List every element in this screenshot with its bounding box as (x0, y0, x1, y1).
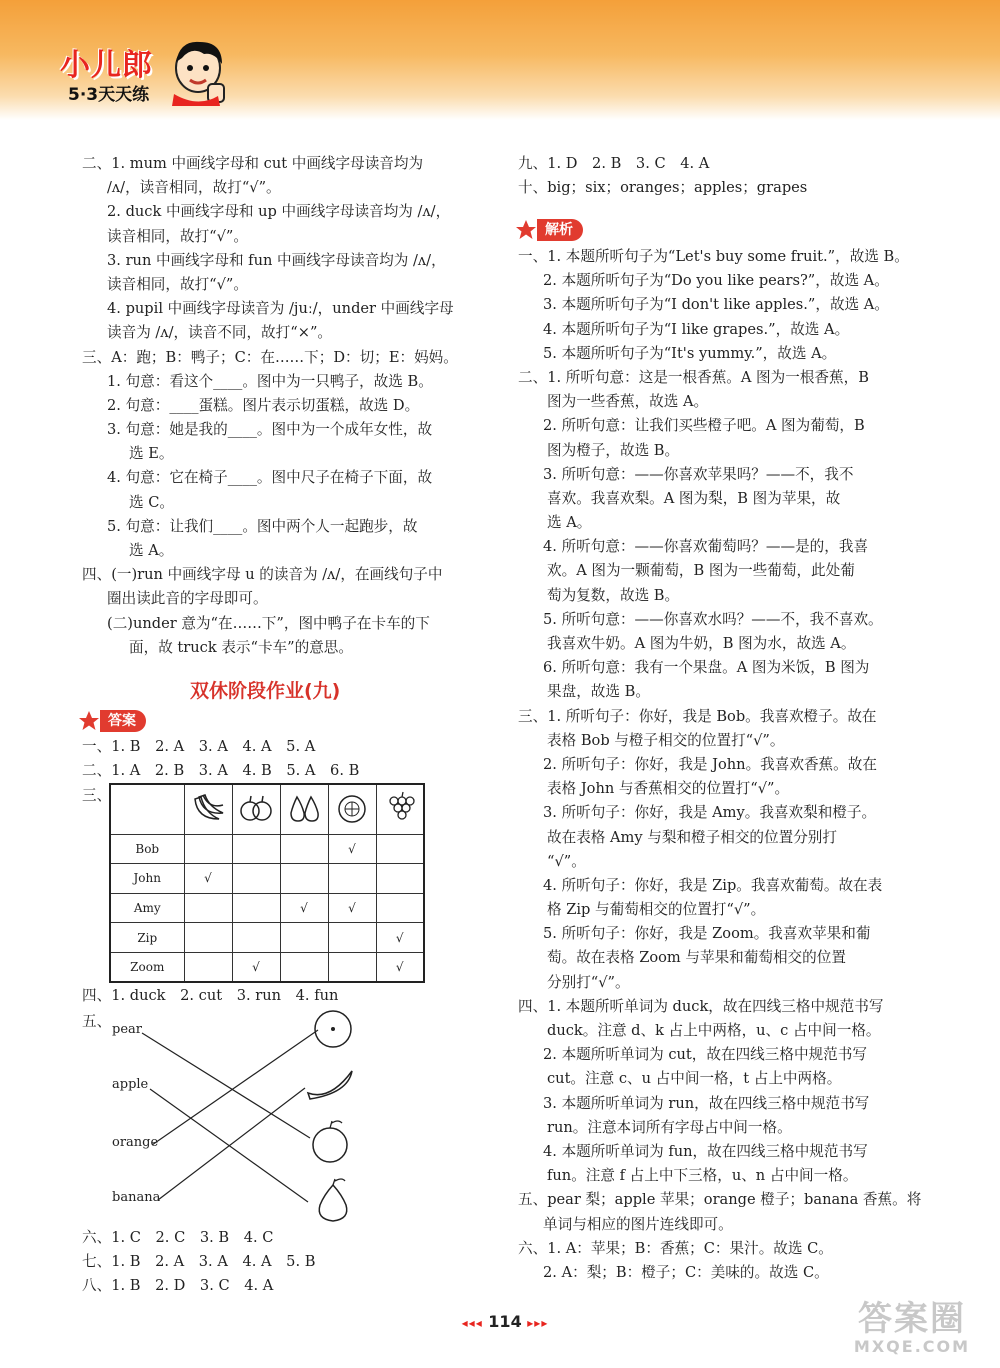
text-line: 五、pear 梨；apple 苹果；orange 橙子；banana 香蕉。将 (518, 1191, 922, 1209)
text-line: 表格 Bob 与橙子相交的位置打“√”。 (547, 731, 785, 749)
text-line: 2. duck 中画线字母和 up 中画线字母读音均为 /ʌ/， (107, 203, 451, 221)
table-row-name: Zip (110, 923, 184, 953)
table-cell (280, 864, 328, 894)
text-line: 表格 John 与香蕉相交的位置打“√”。 (547, 780, 790, 798)
fruit-preference-table (109, 783, 425, 983)
watermark-top: 答案圈 (858, 1299, 966, 1339)
text-line: 单词与相应的图片连线即可。 (543, 1215, 733, 1233)
text-line: 我喜欢牛奶。A 图为牛奶，B 图为水，故选 A。 (547, 635, 856, 652)
table-cell (376, 893, 424, 923)
table-cell (328, 952, 376, 982)
answer-tag (78, 710, 146, 732)
table-row (110, 923, 424, 953)
table-row-name: Amy (110, 893, 184, 923)
text-line: “√”。 (547, 852, 586, 870)
text-line: 读音相同，故打“√”。 (107, 275, 248, 293)
table-row-name: John (110, 864, 184, 894)
text-line: 萄。故在表格 Zoom 与苹果和葡萄相交的位置 (547, 949, 846, 967)
text-line: 3. 所听句子：你好，我是 Amy。我喜欢梨和橙子。 (543, 804, 877, 822)
right-top-answers (518, 152, 938, 200)
table-cell (280, 952, 328, 982)
table-cell (232, 893, 280, 923)
match-word: banana (112, 1190, 161, 1205)
answer-line: 九、1. D 2. B 3. C 4. A (518, 155, 710, 172)
text-line: 格 Zip 与葡萄相交的位置打“√”。 (547, 901, 766, 919)
table-cell (376, 864, 424, 894)
text-line: 2. 所听句子：你好，我是 John。我喜欢香蕉。故在 (543, 755, 877, 773)
text-line: 2. 句意：____蛋糕。图片表示切蛋糕，故选 D。 (107, 396, 420, 414)
text-line: 5. 句意：让我们____。图中两个人一起跑步，故 (107, 517, 418, 535)
table-cell (184, 834, 232, 864)
text-line: 萄为复数，故选 B。 (547, 586, 680, 604)
apples-icon (237, 789, 275, 827)
text-line: 选 E。 (129, 445, 174, 463)
table-cell: √ (376, 952, 424, 982)
text-line: 喜欢。我喜欢梨。A 图为梨，B 图为苹果，故 (547, 489, 841, 507)
table-cell: √ (280, 893, 328, 923)
answers-top-block (82, 735, 494, 783)
table-row-name: Zoom (110, 952, 184, 982)
text-line: 4. 本题所听单词为 fun，故在四线三格中规范书写 (543, 1142, 868, 1160)
text-line: fun。注意 f 占上中下三格，u、n 占中间一格。 (547, 1167, 858, 1185)
brand-logo-title: 小儿郎 (60, 48, 153, 83)
table-cell (280, 923, 328, 953)
analysis-tag (515, 219, 583, 241)
text-line: 4. 所听句子：你好，我是 Zip。我喜欢葡萄。故在表 (543, 876, 883, 894)
prev-arrows-icon: ◂◂◂ (461, 1316, 483, 1330)
text-line: 1. 句意：看这个____。图中为一只鸭子，故选 B。 (107, 372, 433, 390)
text-line: 欢。A 图为一颗葡萄，B 图为一些葡萄，此处葡 (547, 562, 855, 580)
text-line: 5. 本题所听句子为“It's yummy.”，故选 A。 (543, 344, 837, 362)
table-row (110, 893, 424, 923)
match-word: orange (112, 1135, 159, 1150)
table-cell: √ (376, 923, 424, 953)
matching-diagram (130, 1005, 370, 1230)
oranges-icon (333, 789, 371, 827)
table-cell: √ (328, 834, 376, 864)
text-line: 图为橙子，故选 B。 (547, 441, 680, 459)
text-line: 读音为 /ʌ/，读音不同，故打“×”。 (107, 324, 332, 342)
page-number: 114 (488, 1312, 522, 1331)
text-line: 2. 本题所听句子为“Do you like pears?”，故选 A。 (543, 272, 889, 290)
text-line: 四、1. 本题所听单词为 duck，故在四线三格中规范书写 (518, 997, 884, 1015)
text-line: 4. 所听句意：——你喜欢葡萄吗？——是的，我喜 (543, 538, 869, 556)
oranges-column-header (328, 784, 376, 834)
text-line: 3. 句意：她是我的____。图中为一个成年女性，故 (107, 421, 433, 439)
text-line: 5. 所听句意：——你喜欢水吗？——不，我不喜欢。 (543, 610, 883, 628)
answer-line: 七、1. B 2. A 3. A 4. A 5. B (82, 1253, 316, 1271)
section-title: 双休阶段作业(九) (190, 680, 341, 702)
table-cell (232, 923, 280, 953)
table-cell (184, 952, 232, 982)
text-line: 三、1. 所听句子：你好，我是 Bob。我喜欢橙子。故在 (518, 707, 877, 725)
text-line: 二、1. 所听句意：这是一根香蕉。A 图为一根香蕉，B (518, 368, 869, 386)
right-analysis-column (518, 245, 938, 1285)
pears-icon (285, 789, 323, 827)
text-line: 3. 所听句意：——你喜欢苹果吗？——不，我不 (543, 465, 854, 483)
text-line: 图为一些香蕉，故选 A。 (547, 393, 709, 411)
text-line: 六、1. A：苹果；B：香蕉；C：果汁。故选 C。 (518, 1239, 833, 1257)
text-line: 选 A。 (129, 542, 174, 559)
table-cell (328, 864, 376, 894)
apples-column-header (232, 784, 280, 834)
table-cell: √ (328, 893, 376, 923)
brand-logo-subtitle: 5·3天天练 (68, 85, 150, 105)
table-cell (184, 893, 232, 923)
text-line: 2. 所听句意：让我们买些橙子吧。A 图为葡萄，B (543, 417, 865, 435)
text-line: 三、A：跑；B：鸭子；C：在……下；D：切；E：妈妈。 (82, 348, 458, 366)
page-header (0, 0, 1000, 120)
table-body (110, 834, 424, 982)
left-answer-column (82, 152, 494, 660)
text-line: 四、(一)run 中画线字母 u 的读音为 /ʌ/，在画线句子中 (82, 566, 443, 584)
text-line: 2. 本题所听单词为 cut，故在四线三格中规范书写 (543, 1046, 867, 1064)
text-line: 4. 句意：它在椅子____。图中尺子在椅子下面，故 (107, 469, 433, 487)
answer-line: 十、big；six；oranges；apples；grapes (518, 179, 808, 197)
table-cell (232, 834, 280, 864)
answer-tag-label: 答案 (100, 710, 146, 732)
table-cell (280, 834, 328, 864)
table-row (110, 864, 424, 894)
table-row (110, 952, 424, 982)
text-line: 果盘，故选 B。 (547, 683, 650, 701)
text-line: 3. run 中画线字母和 fun 中画线字母读音均为 /ʌ/， (107, 251, 446, 269)
watermark (832, 1300, 992, 1360)
answer-line: 八、1. B 2. D 3. C 4. A (82, 1277, 274, 1295)
answer-line: 一、1. B 2. A 3. A 4. A 5. A (82, 738, 316, 755)
table-row-name: Bob (110, 834, 184, 864)
match-word: apple (112, 1077, 149, 1092)
text-line: 选 A。 (547, 514, 592, 532)
page-footer (420, 1312, 590, 1331)
text-line: 二、1. mum 中画线字母和 cut 中画线字母读音均为 (82, 155, 424, 172)
match-line (142, 1033, 310, 1138)
bananas-column-header (184, 784, 232, 834)
text-line: cut。注意 c、u 占中间一格，t 占上中两格。 (547, 1070, 842, 1088)
text-line: run。注意本词所有字母占中间一格。 (547, 1118, 792, 1136)
pears-column-header (280, 784, 328, 834)
grapes-icon (381, 789, 419, 827)
bananas-icon (189, 789, 227, 827)
apple-icon (313, 1121, 347, 1162)
text-line: 4. pupil 中画线字母读音为 /juː/，under 中画线字母 (107, 300, 454, 318)
table-cell (184, 923, 232, 953)
text-line: 圈出读此音的字母即可。 (107, 590, 268, 608)
answers-bottom-block (82, 1226, 494, 1299)
mascot-boy-icon (168, 36, 230, 106)
table-row-label: 三、 (82, 787, 112, 804)
text-line: 2. A：梨；B：橙子；C：美味的。故选 C。 (543, 1263, 829, 1281)
text-line: 面，故 truck 表示“卡车”的意思。 (129, 638, 353, 656)
table-cell: √ (184, 864, 232, 894)
star-icon (78, 710, 100, 732)
text-line: /ʌ/，读音相同，故打“√”。 (107, 179, 281, 197)
banana-icon (308, 1071, 352, 1099)
text-line: 3. 本题所听句子为“I don't like apples.”，故选 A。 (543, 296, 889, 314)
text-line: 一、1. 本题所听句子为“Let's buy some fruit.”，故选 B。 (518, 248, 909, 265)
answer-line: 二、1. A 2. B 3. A 4. B 5. A 6. B (82, 762, 360, 780)
table-cell (376, 834, 424, 864)
watermark-bottom: MXQE.COM (853, 1337, 971, 1356)
table-corner-cell (110, 784, 184, 834)
text-line: 分别打“√”。 (547, 973, 630, 991)
match-row-label: 五、 (82, 1013, 112, 1030)
text-line: 读音相同，故打“√”。 (107, 227, 248, 245)
text-line: 选 C。 (129, 493, 174, 511)
table-row (110, 834, 424, 864)
text-line: duck。注意 d、k 占上中两格，u、c 占中间一格。 (547, 1022, 881, 1039)
text-line: 4. 本题所听句子为“I like grapes.”，故选 A。 (543, 320, 850, 338)
match-word: pear (112, 1022, 142, 1037)
table-cell (328, 923, 376, 953)
grapes-column-header (376, 784, 424, 834)
table-cell (232, 864, 280, 894)
text-line: (二)under 意为“在……下”，图中鸭子在卡车的下 (107, 614, 430, 632)
pear-icon (319, 1179, 347, 1221)
next-arrows-icon: ▸▸▸ (527, 1316, 549, 1330)
analysis-tag-label: 解析 (537, 219, 583, 241)
text-line: 5. 所听句子：你好，我是 Zoom。我喜欢苹果和葡 (543, 925, 871, 943)
star-icon (515, 219, 537, 241)
text-line: 3. 本题所听单词为 run，故在四线三格中规范书写 (543, 1094, 870, 1112)
answer-line: 四、1. duck 2. cut 3. run 4. fun (82, 987, 339, 1004)
table-header-row (110, 784, 424, 834)
table-cell: √ (232, 952, 280, 982)
orange-icon (315, 1011, 351, 1047)
text-line: 6. 所听句意：我有一个果盘。A 图为米饭，B 图为 (543, 659, 870, 677)
text-line: 故在表格 Amy 与梨和橙子相交的位置分别打 (547, 828, 837, 846)
answer-line: 六、1. C 2. C 3. B 4. C (82, 1229, 274, 1246)
match-line (158, 1088, 305, 1200)
